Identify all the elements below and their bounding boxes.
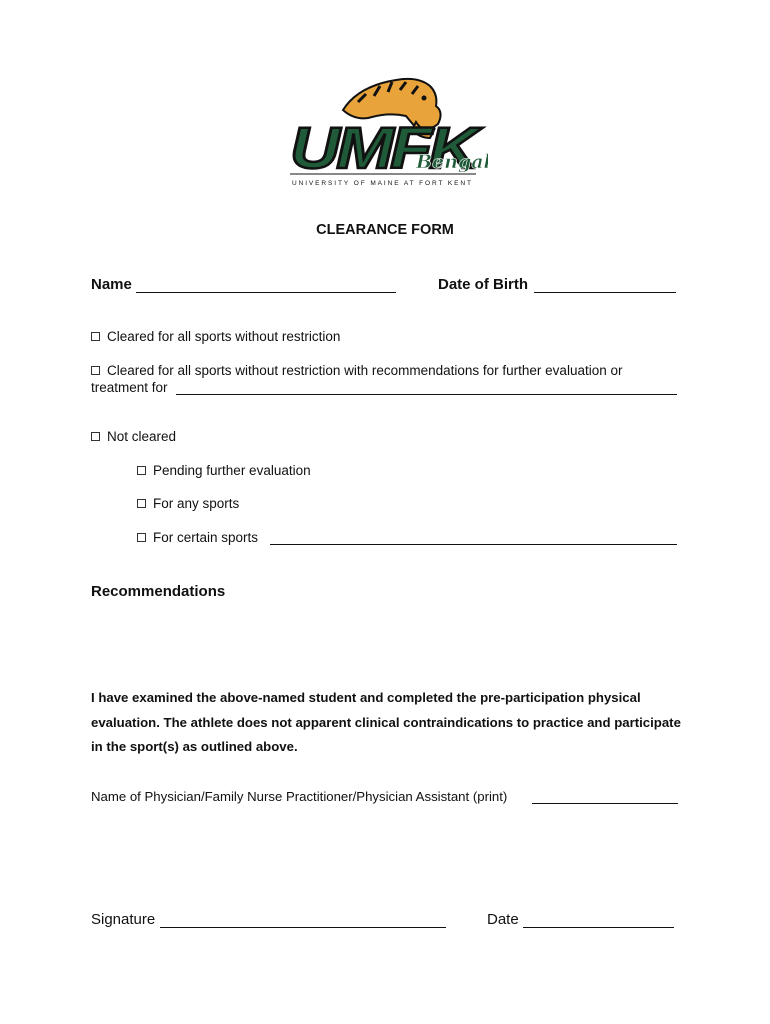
- physician-name-label: Name of Physician/Family Nurse Practitioner/Physician Assistant (print): [91, 789, 508, 804]
- cleared-rec-label-line2: treatment for: [91, 380, 168, 395]
- certain-sports-checkbox[interactable]: [137, 533, 146, 542]
- not-cleared-checkbox[interactable]: [91, 432, 100, 441]
- option-certain-sports: [137, 530, 258, 545]
- option-cleared-rec: [91, 363, 622, 378]
- any-sports-checkbox[interactable]: [137, 499, 146, 508]
- physician-name-field[interactable]: [532, 803, 678, 804]
- logo-wordmark: UMFK: [290, 116, 484, 181]
- logo-script: Benga: [416, 151, 484, 173]
- form-title: CLEARANCE FORM: [316, 222, 454, 238]
- signature-field[interactable]: [160, 927, 446, 928]
- cleared-all-checkbox[interactable]: [91, 332, 100, 341]
- cleared-rec-checkbox[interactable]: [91, 366, 100, 375]
- date-field[interactable]: [523, 927, 674, 928]
- dob-label: Date of Birth: [438, 276, 528, 293]
- any-sports-label: For any sports: [153, 496, 240, 511]
- name-label: Name: [91, 276, 132, 293]
- cleared-rec-label-line1: Cleared for all sports without restriction with recommendations for further evaluation or: [107, 363, 623, 378]
- dob-field[interactable]: [534, 292, 676, 293]
- tiger-logo-icon: [288, 72, 488, 190]
- treatment-for-field[interactable]: [176, 394, 677, 395]
- cleared-all-label: Cleared for all sports without restriction: [107, 329, 341, 344]
- certain-sports-field[interactable]: [270, 544, 677, 545]
- name-field[interactable]: [136, 292, 396, 293]
- pending-checkbox[interactable]: [137, 466, 146, 475]
- signature-label: Signature: [91, 911, 156, 928]
- not-cleared-label: Not cleared: [107, 429, 177, 444]
- umfk-bengals-logo: [288, 72, 488, 190]
- option-any-sports: [137, 496, 239, 511]
- physician-statement: I have examined the above-named student and completed the pre-participation physical evaluation. The athlete does not apparent clinical contraindications to practice and participate in the sport(s) as outlined above.: [91, 690, 681, 754]
- pending-label: Pending further evaluation: [153, 463, 311, 478]
- option-pending: [137, 463, 311, 478]
- certain-sports-label: For certain sports: [153, 530, 259, 545]
- logo-tagline: UNIVERSITY OF MAINE AT FORT KENT: [292, 180, 474, 187]
- option-cleared-all: [91, 329, 340, 344]
- recommendations-heading: Recommendations: [91, 583, 226, 600]
- date-label: Date: [487, 911, 519, 928]
- option-not-cleared: [91, 429, 176, 444]
